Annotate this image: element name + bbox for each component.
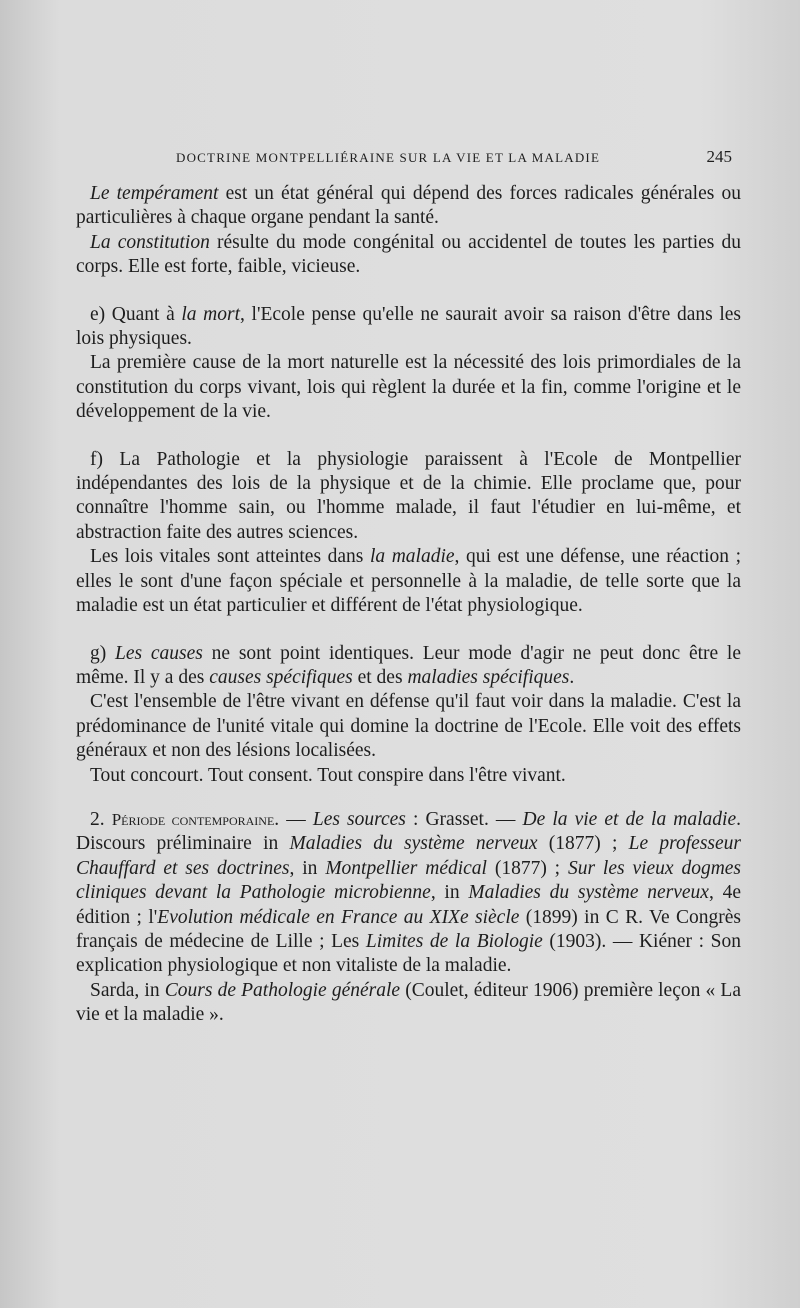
term-maladies-specifiques: maladies spécifiques [407, 666, 570, 688]
paragraph-text: e) Quant à [90, 303, 182, 325]
citation-title: Evolution médicale en France au XIXe siècle [157, 906, 520, 928]
paragraph-text: (1877) ; [537, 833, 629, 855]
paragraph-text: , l'Ecole pense qu'elle ne saurait avoir sa raison d'être dans les lois physiques. [76, 303, 742, 350]
term-les-sources: Les sources [312, 808, 406, 830]
paragraph-text: : Grasset. — [405, 808, 523, 830]
paragraph-text: Sarda, in [90, 979, 165, 1001]
paragraph-lois-vitales [76, 545, 741, 618]
paragraph-text: . [569, 666, 575, 688]
running-header [176, 148, 732, 168]
paragraph-text: Les lois vitales sont atteintes dans [90, 546, 370, 568]
term-la-mort: la mort [181, 303, 241, 325]
paragraph-text: ne sont point identiques. Leur mode d'agir ne peut donc être le même. Il y a des [76, 642, 742, 688]
paragraph-text: . — [274, 808, 313, 830]
term-temperament: Le tempérament [90, 183, 219, 204]
citation-title: Montpellier médical [325, 857, 487, 879]
paragraph-text: (Coulet, éditeur 1906) première leçon « La vie et la maladie ». [76, 979, 741, 1026]
paragraph-causes [76, 642, 741, 691]
running-title: DOCTRINE MONTPELLIÉRAINE SUR LA VIE ET LA MALADIE [176, 150, 601, 165]
paragraph-pathologie [76, 448, 741, 546]
paragraph-ensemble [76, 690, 741, 763]
paragraph-text: est un état général qui dépend des forces radicales générales ou particulières à chaque organe pendant la santé. [76, 183, 741, 229]
citation-title: Maladies du système nerveux [468, 882, 709, 904]
citation-title: Le professeur Chauffard et ses doctrines [76, 833, 742, 879]
paragraph-text: (1899) in C R. Ve Congrès français de médecine de Lille ; Les [76, 906, 741, 952]
term-la-maladie: la maladie [369, 546, 455, 568]
paragraph-text: résulte du mode congénital ou accidentel de toutes les parties du corps. Elle est forte, faible, vicieuse. [76, 231, 742, 278]
paragraph-cause-mort [76, 351, 741, 424]
paragraph-text: , 4e édition ; l' [76, 882, 741, 928]
paragraph-constitution [76, 231, 741, 280]
paragraph-text: , in [430, 882, 469, 904]
paragraph-text: La première cause de la mort naturelle est la nécessité des lois primordiales de la constitution du corps vivant, lois qui règlent la durée et la fin, comme l'origine et le développement de la vie. [76, 352, 741, 423]
paragraph-text: . Discours préliminaire in [76, 808, 741, 855]
page-body [76, 182, 741, 1028]
paragraph-text: et des [352, 666, 408, 688]
paragraph-text: C'est l'ensemble de l'être vivant en défense qu'il faut voir dans la maladie. C'est la prédominance de l'unité vitale qui domine la doctrine de l'Ecole. Elle voit des effets généraux et non des lésions localisées. [76, 691, 741, 762]
paragraph-periode-contemporaine [76, 808, 741, 979]
paragraph-text: , in [289, 857, 326, 879]
paragraph-temperament [76, 182, 741, 231]
page-number: 245 [706, 147, 732, 166]
paragraph-text: Tout concourt. Tout consent. Tout conspire dans l'être vivant. [90, 764, 566, 786]
paragraph-text: , qui est une défense, une réaction ; elles le sont d'une façon spéciale et personnelle à la maladie, de telle sorte que la maladie est un état particulier et différent de l'état physiologique. [76, 546, 741, 617]
citation-title: Cours de Pathologie générale [164, 979, 401, 1001]
paragraph-tout-concourt [76, 764, 741, 788]
paragraph-text: (1903). — Kiéner : Son explication physiologique et non vitaliste de la maladie. [76, 930, 741, 977]
paragraph-text: (1877) ; [486, 857, 568, 879]
citation-title: Maladies du système nerveux [289, 833, 538, 855]
paragraph-text: f) La Pathologie et la physiologie paraissent à l'Ecole de Montpellier indépendantes des lois de la physique et de la chimie. Elle proclame que, pour connaître l'homme sain, ou l'homme malade, il faut l'étudier en lui-même, et abstraction faite des autres sciences. [76, 448, 741, 543]
section-heading: Période contemporaine [111, 809, 275, 829]
paragraph-sarda [76, 979, 741, 1028]
term-causes-specifiques: causes spécifiques [209, 666, 353, 688]
term-constitution: La constitution [90, 231, 210, 253]
paragraph-mort [76, 303, 741, 352]
citation-title: Sur les vieux dogmes cliniques devant la Pathologie microbienne [76, 857, 742, 904]
citation-title: De la vie et de la maladie [522, 808, 737, 830]
citation-title: Limites de la Biologie [365, 930, 543, 952]
paragraph-text: g) [90, 642, 116, 664]
section-number: 2. [90, 808, 112, 830]
term-les-causes: Les causes [115, 642, 203, 664]
